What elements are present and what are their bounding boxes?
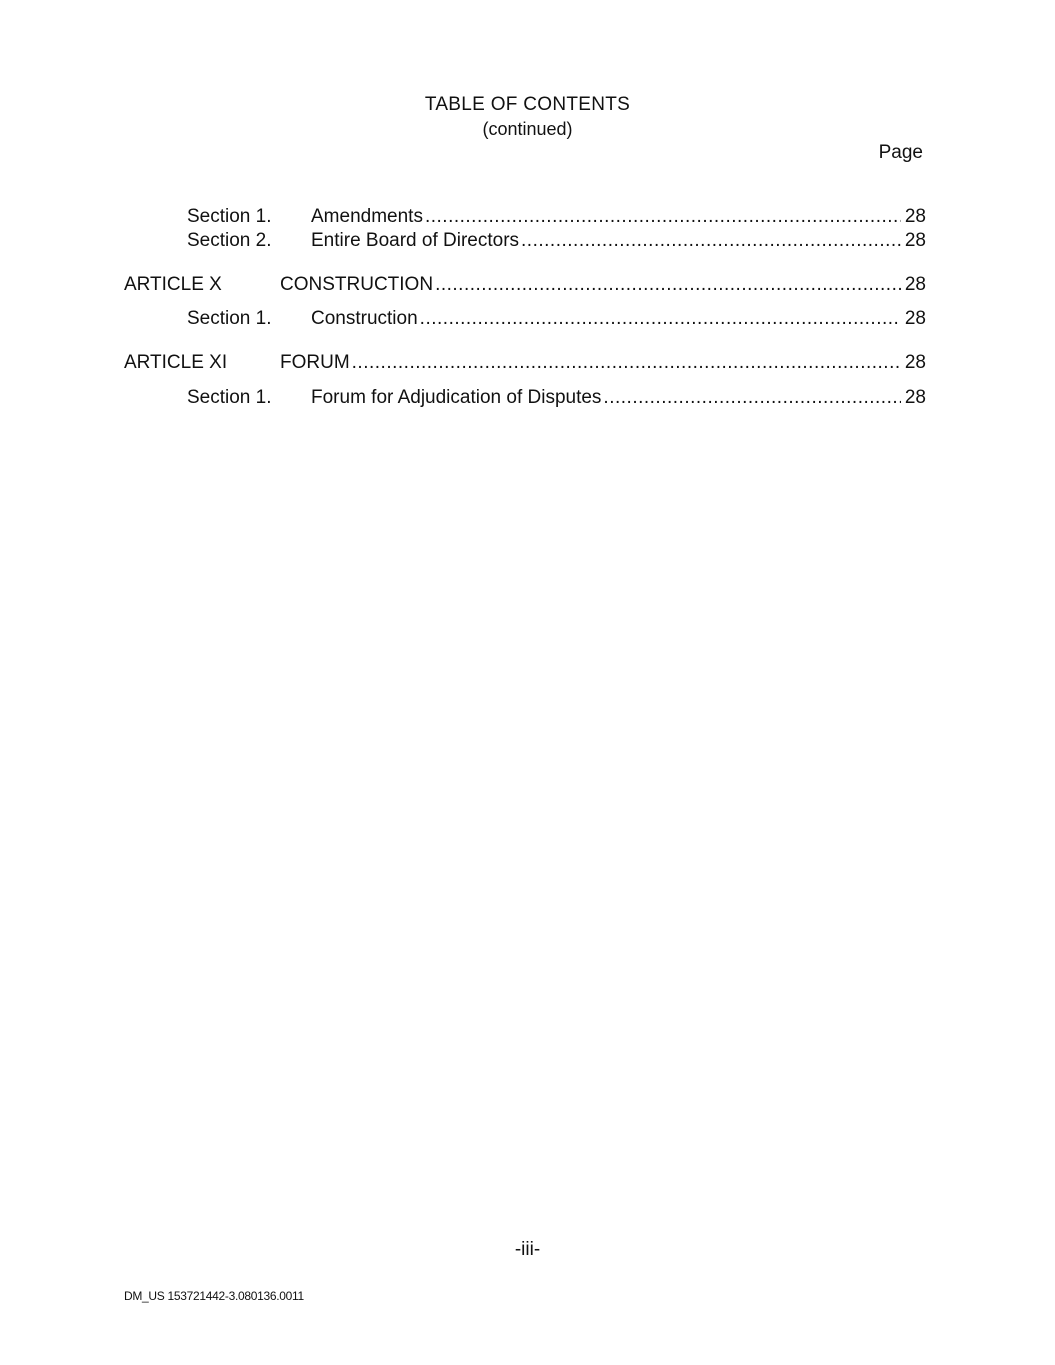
toc-entry-title: FORUM [280, 352, 350, 373]
toc-entry-number: Section 1. [187, 206, 272, 227]
toc-subtitle: (continued) [482, 119, 573, 139]
toc-entry-page: 28 [904, 352, 926, 373]
toc-entry-number: Section 1. [187, 308, 272, 329]
page-number: -iii- [514, 1239, 541, 1260]
toc-entry-number: Section 1. [187, 387, 272, 408]
toc-entry-leader [311, 307, 926, 331]
toc-entry-leader [311, 386, 926, 410]
toc-entry-section-entire-board[interactable] [0, 229, 1055, 253]
toc-entry-article-x[interactable] [0, 273, 1055, 297]
toc-entry-title: Forum for Adjudication of Disputes [311, 387, 602, 408]
document-id: DM_US 153721442-3.080136.0011 [124, 1289, 304, 1303]
dot-leader [418, 307, 901, 331]
toc-entry-title: Entire Board of Directors [311, 230, 520, 251]
toc-entry-number: Section 2. [187, 230, 272, 251]
toc-entry-leader [280, 273, 926, 297]
toc-entry-article-xi[interactable] [0, 351, 1055, 375]
dot-leader [601, 386, 900, 410]
dot-leader [433, 273, 901, 297]
toc-entry-page: 28 [904, 230, 926, 251]
toc-entry-number: ARTICLE X [124, 274, 222, 295]
toc-entry-leader [311, 229, 926, 253]
toc-entry-section-amendments[interactable] [0, 205, 1055, 229]
toc-entry-leader [311, 205, 926, 229]
toc-entry-number: ARTICLE XI [124, 352, 228, 373]
toc-entry-section-construction[interactable] [0, 307, 1055, 331]
toc-entry-page: 28 [904, 308, 926, 329]
dot-leader [350, 351, 901, 375]
toc-entry-page: 28 [904, 206, 926, 227]
toc-entry-title: CONSTRUCTION [280, 274, 434, 295]
toc-entry-page: 28 [904, 387, 926, 408]
toc-entry-section-forum-disputes[interactable] [0, 386, 1055, 410]
toc-entry-title: Construction [311, 308, 418, 329]
toc-title: TABLE OF CONTENTS [424, 94, 631, 115]
toc-entry-title: Amendments [311, 206, 423, 227]
toc-entry-leader [280, 351, 926, 375]
dot-leader [423, 205, 901, 229]
toc-entry-page: 28 [904, 274, 926, 295]
dot-leader [519, 229, 901, 253]
page-column-label: Page [878, 142, 923, 163]
